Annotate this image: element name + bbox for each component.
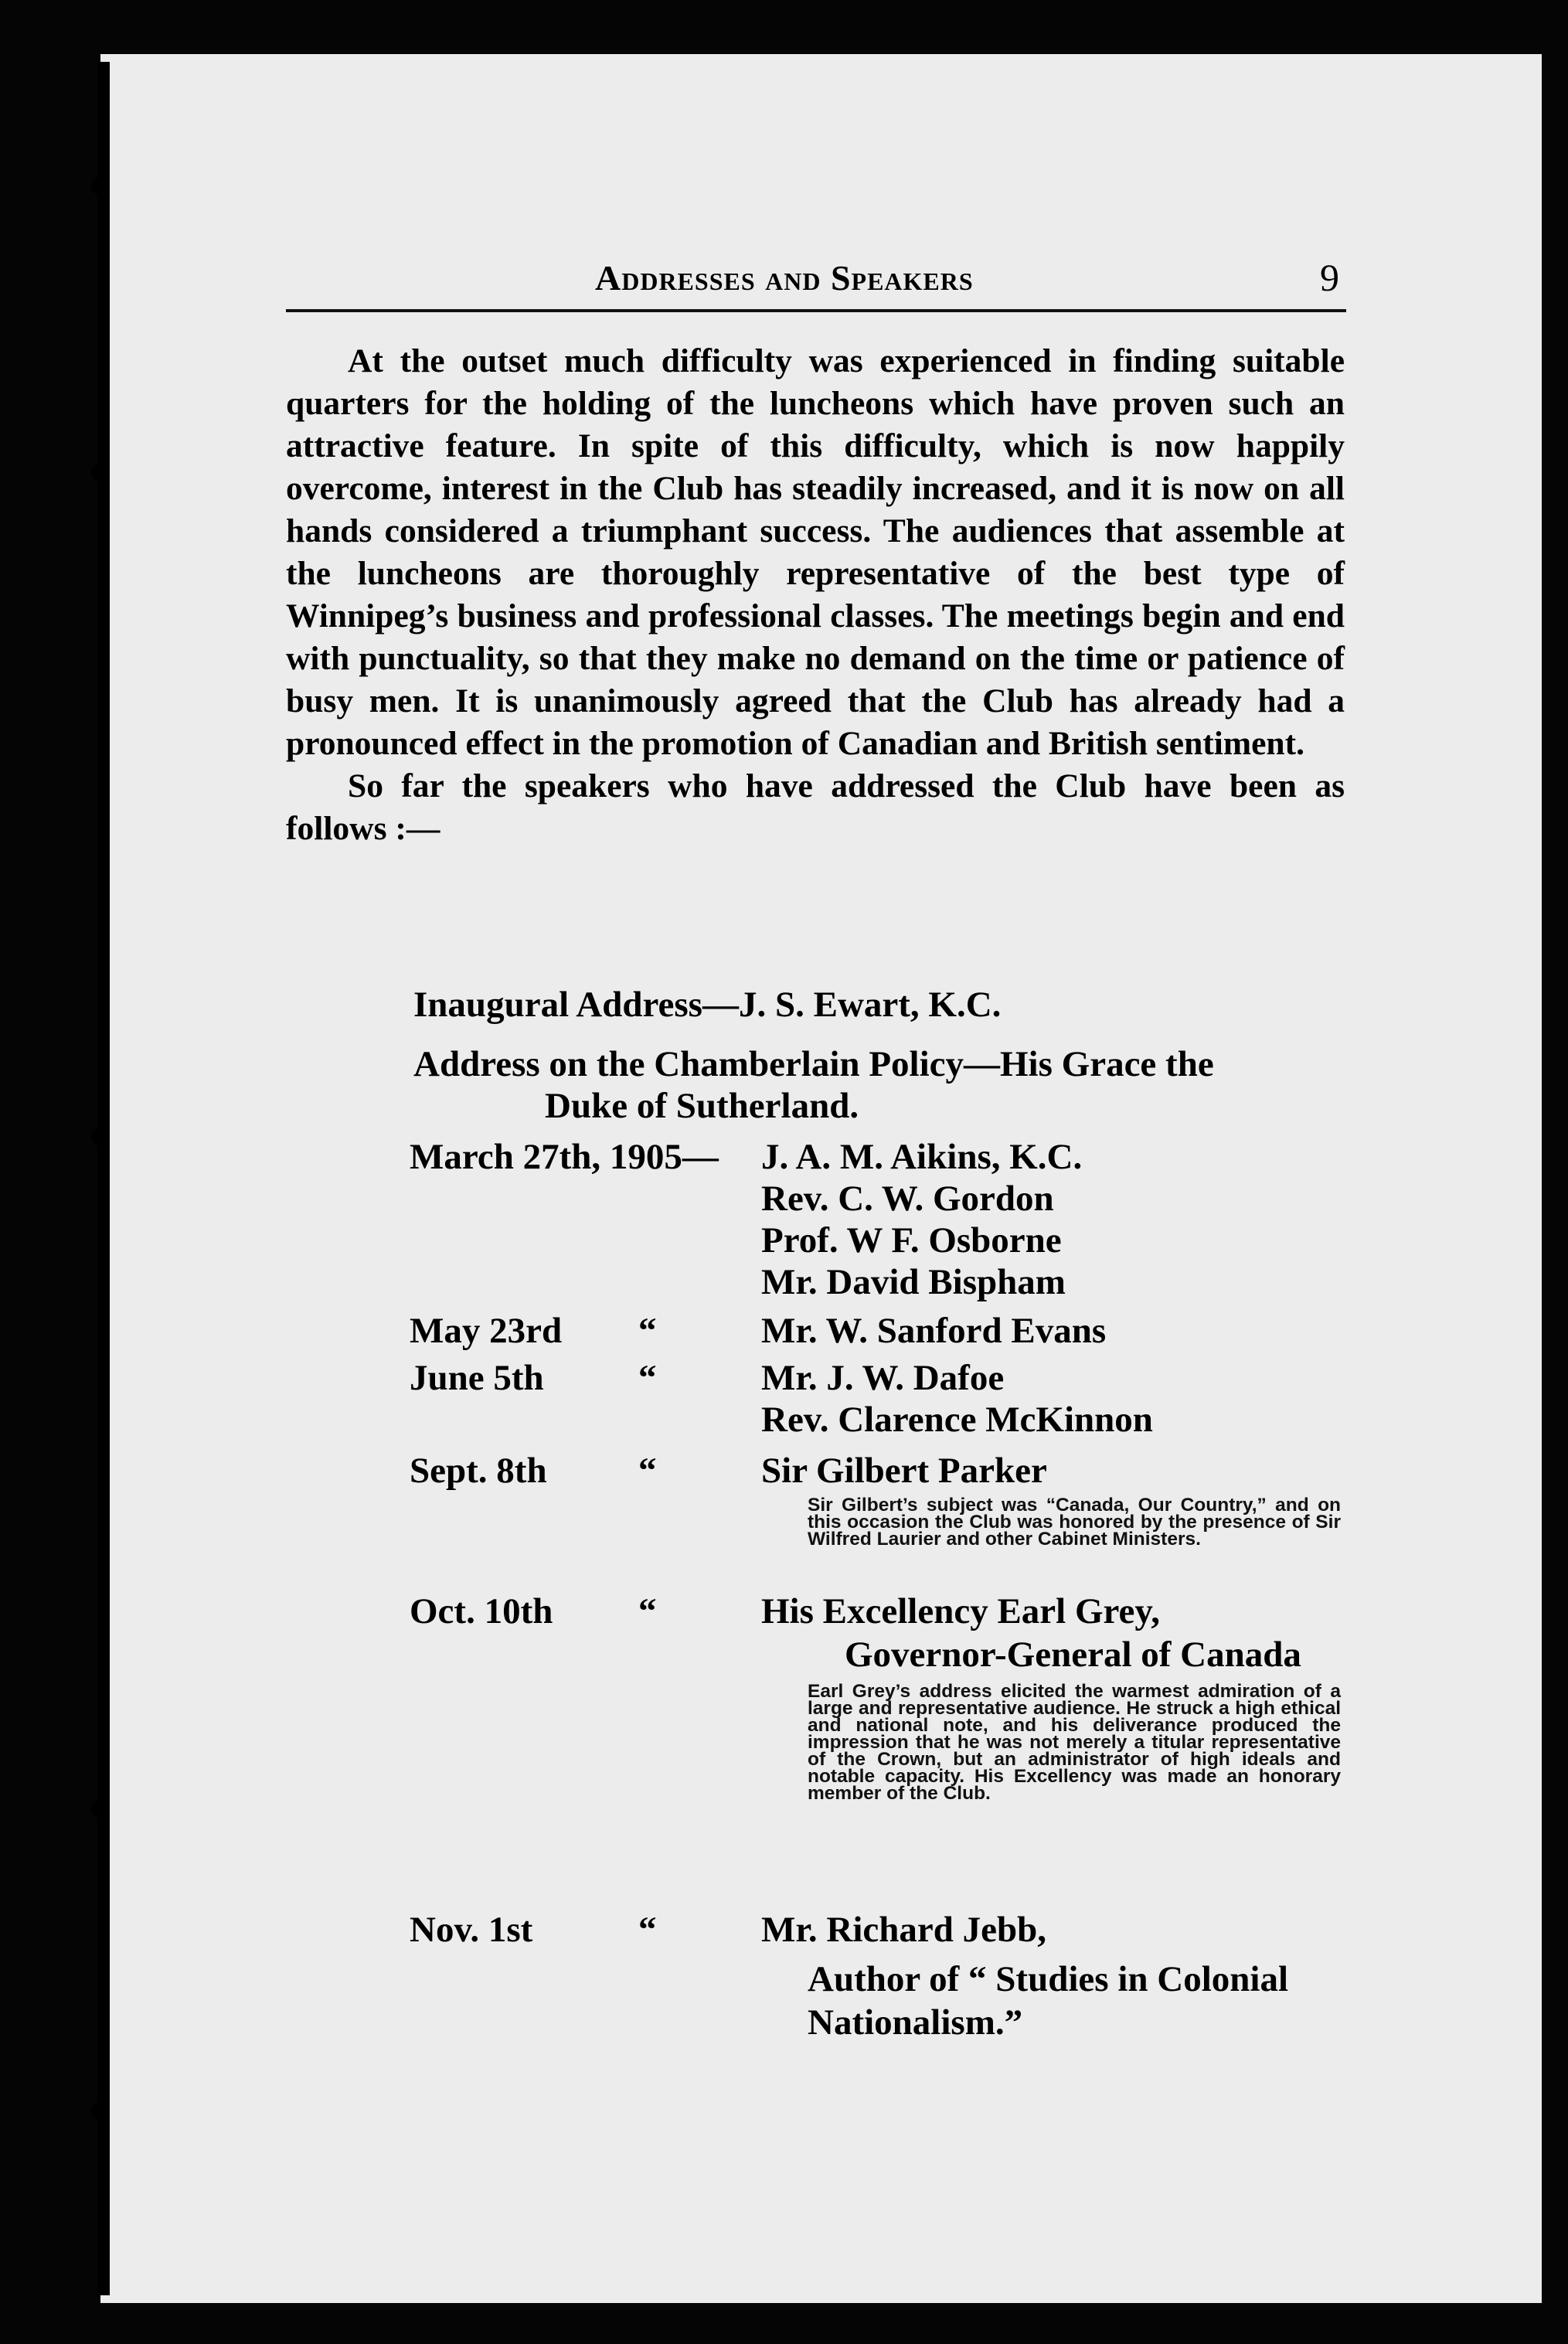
binding-mark xyxy=(91,178,107,195)
note-grey xyxy=(808,1683,1341,1802)
binding-mark xyxy=(91,464,107,481)
note-grey-text: Earl Grey’s address elicited the warmest admiration of a large and representative audience. He struck a high ethical and national note, and his deliverance produced the impression that he was not merely a titular representative of the Crown, but an administrator of high ideals and notable capacity. His Excellency was made an honorary member of the Club. xyxy=(808,1681,1341,1804)
chamberlain-address-line1: Address on the Chamberlain Policy—His Grace the xyxy=(413,1044,1214,1084)
speaker-jebb-line1: Mr. Richard Jebb, xyxy=(761,1910,1047,1950)
paragraph-2: So far the speakers who have addressed the Club have been as follows :— xyxy=(286,767,1345,847)
speaker-gordon: Rev. C. W. Gordon xyxy=(761,1179,1054,1219)
date-may: May 23rd xyxy=(410,1311,563,1351)
binding-mark xyxy=(91,2102,107,2119)
speaker-jebb-line3: Nationalism.” xyxy=(808,2002,1023,2043)
speaker-grey-line1: His Excellency Earl Grey, xyxy=(761,1591,1161,1631)
speaker-osborne: Prof. W F. Osborne xyxy=(761,1220,1062,1260)
paragraph-1: At the outset much difficulty was experienced in finding suitable quarters for the holding of the luncheons which have proven such an attractive feature. In spite of this difficulty, which is now happily overcome, interest in the Club has steadily increased, and it is now on all hands considered a triumphant success. The audiences that assemble at the luncheons are thoroughly representative of the best type of Winnipeg’s business and professional classes. The meetings begin and end with punctuality, so that they make no demand on the time or patience of busy men. It is unanimously agreed that the Club has already had a pronounced effect in the promotion of Canadian and British sentiment. xyxy=(286,342,1345,762)
running-head: Addresses and Speakers xyxy=(595,258,974,298)
body-text xyxy=(286,340,1345,850)
speaker-grey-line2: Governor-General of Canada xyxy=(845,1635,1301,1675)
header-rule xyxy=(286,309,1346,312)
speaker-jebb-line2: Author of “ Studies in Colonial xyxy=(808,1959,1289,1999)
speaker-evans: Mr. W. Sanford Evans xyxy=(761,1311,1107,1351)
binding-mark xyxy=(91,1801,107,1818)
date-sept: Sept. 8th xyxy=(410,1451,547,1491)
inaugural-address: Inaugural Address—J. S. Ewart, K.C. xyxy=(413,985,1002,1025)
date-june: June 5th xyxy=(410,1358,544,1398)
chamberlain-address-line2: Duke of Sutherland. xyxy=(545,1086,859,1126)
binding-mark xyxy=(91,1128,107,1145)
ditto-mark: “ xyxy=(638,1591,657,1631)
speaker-dafoe: Mr. J. W. Dafoe xyxy=(761,1358,1005,1398)
speaker-parker: Sir Gilbert Parker xyxy=(761,1451,1047,1491)
ditto-mark: “ xyxy=(638,1358,657,1398)
note-parker-text: Sir Gilbert’s subject was “Canada, Our Country,” and on this occasion the Club was honored by the presence of Sir Wilfred Laurier and other Cabinet Ministers. xyxy=(808,1495,1341,1550)
speaker-aikins: J. A. M. Aikins, K.C. xyxy=(761,1137,1083,1177)
speaker-bispham: Mr. David Bispham xyxy=(761,1262,1066,1302)
binding-edge xyxy=(97,62,110,2295)
date-march: March 27th, 1905— xyxy=(410,1137,719,1177)
note-parker xyxy=(808,1497,1341,1548)
speaker-mckinnon: Rev. Clarence McKinnon xyxy=(761,1400,1153,1440)
page-number: 9 xyxy=(1320,256,1339,299)
date-nov: Nov. 1st xyxy=(410,1910,533,1950)
ditto-mark: “ xyxy=(638,1451,657,1491)
ditto-mark: “ xyxy=(638,1311,657,1351)
ditto-mark: “ xyxy=(638,1910,657,1950)
date-oct: Oct. 10th xyxy=(410,1591,553,1631)
